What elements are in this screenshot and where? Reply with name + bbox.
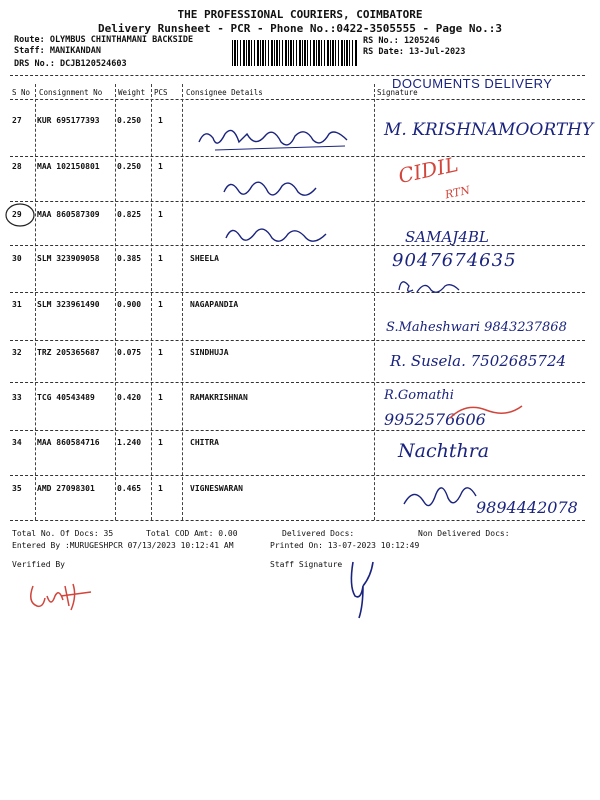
row-pcs: 1 xyxy=(158,254,163,263)
signature-27: M. KRISHNAMOORTHY xyxy=(384,120,594,140)
staff-signature-mark xyxy=(345,556,385,622)
row-divider xyxy=(10,430,585,431)
column-rule xyxy=(35,84,36,520)
row-consignment: TCG 40543489 xyxy=(37,393,95,402)
row-sno: 29 xyxy=(12,210,22,219)
row-pcs: 1 xyxy=(158,210,163,219)
row-sno: 33 xyxy=(12,393,22,402)
row-weight: 0.250 xyxy=(117,162,142,171)
row-consignment: SLM 323909058 xyxy=(37,254,100,263)
column-rule xyxy=(182,84,183,520)
total-cod: Total COD Amt: 0.00 xyxy=(146,529,238,538)
row-weight: 0.825 xyxy=(117,210,142,219)
signature-34: Nachthra xyxy=(398,440,490,462)
row-consignment: MAA 102150801 xyxy=(37,162,100,171)
rtn-note-28: RTN xyxy=(443,183,472,202)
col-pcs: PCS xyxy=(154,88,168,97)
row-consignee: RAMAKRISHNAN xyxy=(190,393,248,402)
status-note-28: CIDIL xyxy=(396,151,461,189)
row-pcs: 1 xyxy=(158,438,163,447)
signature-32: R. Susela. 7502685724 xyxy=(390,352,567,370)
row-consignment: MAA 860587309 xyxy=(37,210,100,219)
strike-mark-33 xyxy=(446,398,526,428)
col-weight: Weight xyxy=(118,88,146,97)
row-consignee: VIGNESWARAN xyxy=(190,484,243,493)
rs-date: RS Date: 13-Jul-2023 xyxy=(363,47,466,57)
row-weight: 1.240 xyxy=(117,438,142,447)
row-weight: 0.075 xyxy=(117,348,142,357)
phone-35: 9894442078 xyxy=(476,498,578,517)
row-sno: 34 xyxy=(12,438,22,447)
printed-on: Printed On: 13-07-2023 10:12:49 xyxy=(270,541,420,550)
column-rule xyxy=(374,84,375,520)
barcode xyxy=(232,40,358,66)
row-weight: 0.420 xyxy=(117,393,142,402)
col-consignment: Consignment No xyxy=(39,88,103,97)
row-consignment: SLM 323961490 xyxy=(37,300,100,309)
row-sno: 32 xyxy=(12,348,22,357)
row-weight: 0.250 xyxy=(117,116,142,125)
row-divider xyxy=(10,382,585,383)
signature-scribble-30 xyxy=(395,274,465,298)
col-consignee: Consignee Details xyxy=(186,88,263,97)
delivered-docs: Delivered Docs: xyxy=(282,529,355,538)
non-delivered-docs: Non Delivered Docs: xyxy=(418,529,510,538)
signature-31: S.Maheshwari 9843237868 xyxy=(386,320,567,335)
row-sno: 35 xyxy=(12,484,22,493)
row-pcs: 1 xyxy=(158,162,163,171)
col-sno: S No xyxy=(12,88,31,97)
staff-signature-label: Staff Signature xyxy=(270,560,343,569)
route-label: Route: OLYMBUS CHINTHAMANI BACKSIDE xyxy=(14,35,194,45)
circle-mark xyxy=(4,202,38,228)
row-consignment: KUR 695177393 xyxy=(37,116,100,125)
handwritten-consignee-29 xyxy=(222,222,342,248)
row-consignee: NAGAPANDIA xyxy=(190,300,239,309)
row-pcs: 1 xyxy=(158,300,163,309)
row-pcs: 1 xyxy=(158,393,163,402)
handwritten-consignee-28 xyxy=(220,174,330,204)
row-pcs: 1 xyxy=(158,484,163,493)
row-divider xyxy=(10,292,585,293)
row-divider xyxy=(10,475,585,476)
row-consignee: CHITRA xyxy=(190,438,219,447)
entered-by: Entered By :MURUGESHPCR 07/13/2023 10:12:41 AM xyxy=(12,541,234,550)
row-sno: 31 xyxy=(12,300,22,309)
row-weight: 0.385 xyxy=(117,254,142,263)
col-signature: Signature xyxy=(377,88,418,97)
divider xyxy=(10,99,585,100)
column-rule xyxy=(151,84,152,520)
row-divider xyxy=(10,340,585,341)
column-rule xyxy=(115,84,116,520)
row-pcs: 1 xyxy=(158,116,163,125)
total-docs: Total No. Of Docs: 35 xyxy=(12,529,114,538)
row-divider xyxy=(10,520,585,521)
row-consignee: SHEELA xyxy=(190,254,219,263)
company-title: THE PROFESSIONAL COURIERS, COIMBATORE xyxy=(177,8,423,21)
row-weight: 0.900 xyxy=(117,300,142,309)
phone-33: 9952576606 xyxy=(384,410,486,429)
staff-label: Staff: MANIKANDAN xyxy=(14,46,101,56)
phone-30: 9047674635 xyxy=(392,250,517,271)
name-33: R.Gomathi xyxy=(384,388,454,403)
signature-29: SAMAJ4BL xyxy=(405,228,489,246)
row-consignment: TRZ 205365687 xyxy=(37,348,100,357)
row-sno: 30 xyxy=(12,254,22,263)
rs-number: RS No.: 1205246 xyxy=(363,36,440,46)
handwritten-consignee-27 xyxy=(195,120,355,160)
row-consignment: MAA 860584716 xyxy=(37,438,100,447)
drs-number: DRS No.: DCJB120524603 xyxy=(14,59,127,69)
documents-delivery-stamp: DOCUMENTS DELIVERY xyxy=(392,76,553,91)
row-sno: 27 xyxy=(12,116,22,125)
row-sno: 28 xyxy=(12,162,22,171)
row-consignee: SINDHUJA xyxy=(190,348,229,357)
row-weight: 0.465 xyxy=(117,484,142,493)
row-pcs: 1 xyxy=(158,348,163,357)
runsheet-title: Delivery Runsheet - PCR - Phone No.:0422-3505555 - Page No.:3 xyxy=(98,22,502,35)
signature-scribble-35 xyxy=(400,476,480,520)
row-consignment: AMD 27098301 xyxy=(37,484,95,493)
verified-by-label: Verified By xyxy=(12,560,65,569)
verified-by-signature xyxy=(25,578,95,614)
